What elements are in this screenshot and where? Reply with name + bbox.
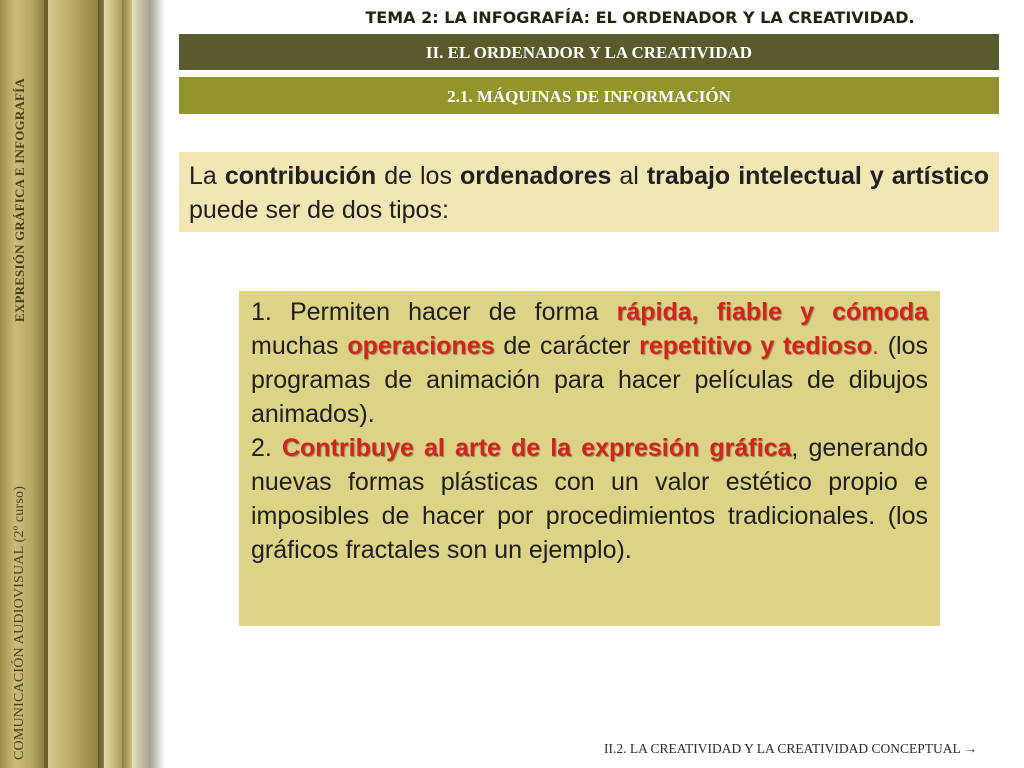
side-stripe-shadow (132, 0, 165, 768)
decorative-side-panel (0, 0, 165, 768)
highlight-term: rápida, fiable y cómoda (616, 298, 928, 326)
next-section-link-container (604, 741, 1014, 757)
intro-bold-term: trabajo intelectual y artístico (646, 162, 989, 190)
subsection-header: 2.1. MÁQUINAS DE INFORMACIÓN (179, 77, 999, 114)
intro-bold-term: ordenadores (459, 162, 612, 190)
point-text: de carácter (494, 332, 640, 360)
side-stripe (48, 0, 98, 768)
page-title: TEMA 2: LA INFOGRAFÍA: EL ORDENADOR Y LA CREATIVIDAD. (365, 8, 915, 27)
point-text: 1. Permiten hacer de forma (251, 298, 617, 326)
side-stripe (104, 0, 122, 768)
point-1 (251, 295, 928, 431)
point-text: (los programas de animación para hacer películas de dibujos animados). (251, 332, 929, 428)
intro-bold-term: contribución (224, 162, 377, 190)
highlight-term: operaciones (347, 332, 495, 360)
highlight-term: repetitivo y tedioso (639, 332, 872, 360)
intro-text: puede ser de dos tipos: (189, 196, 449, 224)
vertical-subject-title: EXPRESIÓN GRÁFICA E INFOGRAFÍA (12, 78, 27, 322)
side-stripe (122, 0, 132, 768)
next-section-link[interactable]: II.2. LA CREATIVIDAD Y LA CREATIVIDAD CONCEPTUAL → (604, 741, 978, 756)
point-text: , generando nuevas formas plásticas con un valor estético propio e imposibles de hacer por procedimientos tradicionales. (los gráficos fractales son un ejemplo). (251, 434, 928, 564)
intro-text: de los (376, 162, 460, 190)
highlight-dot: . (871, 332, 879, 360)
point-text: muchas (251, 332, 348, 360)
point-2 (251, 431, 928, 567)
intro-text: La (189, 162, 225, 190)
section-header: II. EL ORDENADOR Y LA CREATIVIDAD (179, 34, 999, 70)
points-box (239, 291, 940, 626)
highlight-term: Contribuye al arte de la expresión gráfica (281, 434, 792, 462)
vertical-course-label: COMUNICACIÓN AUDIOVISUAL (2º curso) (12, 485, 27, 760)
point-text: 2. (251, 434, 282, 462)
intro-text: al (611, 162, 647, 190)
intro-paragraph (179, 152, 999, 232)
